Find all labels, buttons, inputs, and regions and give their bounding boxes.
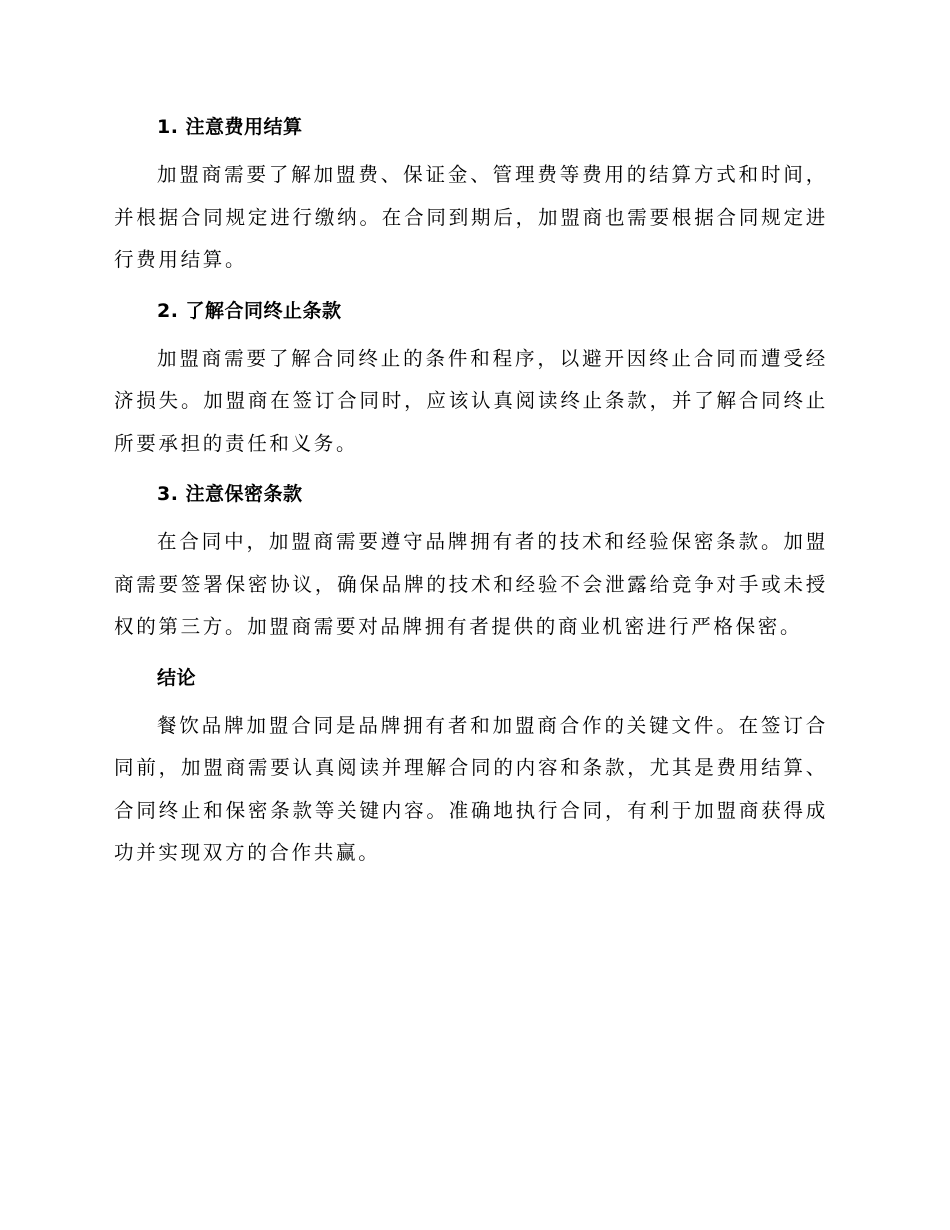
section-body-termination-clause: 加盟商需要了解合同终止的条件和程序，以避开因终止合同而遭受经济损失。加盟商在签订合同时，应该认真阅读终止条款，并了解合同终止所要承担的责任和义务。 [114, 346, 828, 455]
section-heading-fee-settlement: 1. 注意费用结算 [157, 116, 303, 138]
section-heading-confidentiality-clause: 3. 注意保密条款 [157, 483, 303, 505]
section-heading-termination-clause: 2. 了解合同终止条款 [157, 299, 342, 322]
section-body-fee-settlement: 加盟商需要了解加盟费、保证金、管理费等费用的结算方式和时间，并根据合同规定进行缴纳。在合同到期后，加盟商也需要根据合同规定进行费用结算。 [114, 163, 828, 271]
section-body-conclusion: 餐饮品牌加盟合同是品牌拥有者和加盟商合作的关键文件。在签订合同前，加盟商需要认真阅读并理解合同的内容和条款，尤其是费用结算、合同终止和保密条款等关键内容。准确地执行合同，有利于加盟商获得成功并实现双方的合作共赢。 [114, 713, 828, 864]
document-content [114, 112, 828, 889]
section-body-confidentiality-clause: 在合同中，加盟商需要遵守品牌拥有者的技术和经验保密条款。加盟商需要签署保密协议，确保品牌的技术和经验不会泄露给竞争对手或未授权的第三方。加盟商需要对品牌拥有者提供的商业机密进行严格保密。 [114, 530, 828, 638]
section-heading-conclusion: 结论 [157, 666, 197, 689]
